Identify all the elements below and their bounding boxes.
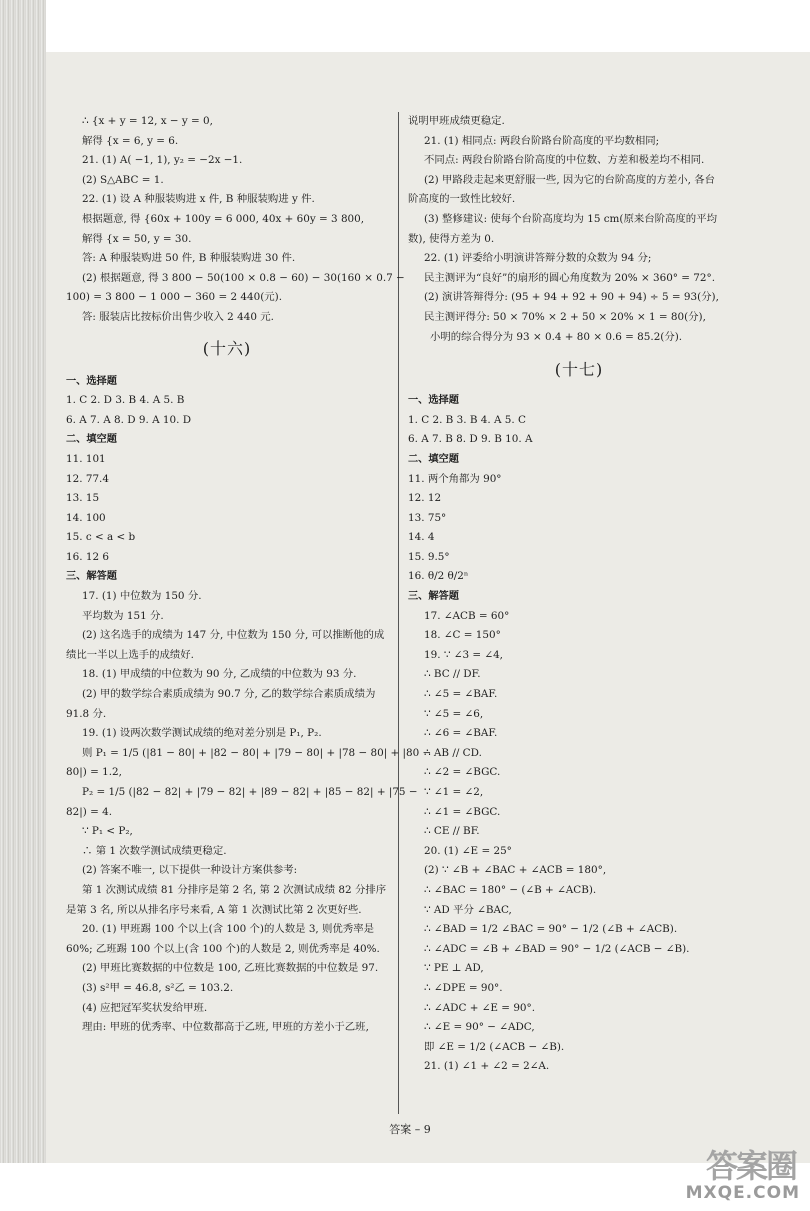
answer-line: ∴ ∠1 = ∠BGC. [424, 805, 501, 818]
answer-line: 17. (1) 中位数为 150 分. [82, 590, 202, 603]
answer-line: ∴ ∠E = 90° − ∠ADC, [424, 1021, 535, 1034]
answer-line: (2) 甲路段走起来更舒服一些, 因为它的台阶高度的方差小, 各台 [424, 173, 715, 186]
answer-line: 13. 75° [408, 511, 447, 524]
right-column [408, 112, 750, 1077]
answer-line: 14. 4 [408, 531, 435, 544]
answer-line: ∵ ∠5 = ∠6, [424, 707, 484, 720]
answer-line: 19. (1) 设两次数学测试成绩的绝对差分别是 P₁, P₂. [82, 727, 322, 740]
answer-line: (3) s²甲 = 46.8, s²乙 = 103.2. [82, 981, 234, 994]
answer-line: ∴ CE // BF. [424, 825, 480, 838]
answer-line: 17. ∠ACB = 60° [424, 609, 510, 622]
answer-line: 解得 {x = 50, y = 30. [82, 232, 192, 245]
answer-line: 12. 77.4 [66, 472, 109, 485]
answer-line: 民主测评为“良好”的扇形的圆心角度数为 20% × 360° = 72°. [424, 271, 716, 284]
answer-line: (2) 这名选手的成绩为 147 分, 中位数为 150 分, 可以推断他的成 [82, 629, 385, 642]
answer-line: 11. 101 [66, 452, 106, 465]
answer-line: 1. C 2. B 3. B 4. A 5. C [408, 413, 526, 426]
answer-line: ∵ PE ⊥ AD, [424, 962, 484, 975]
answer-line: 第 1 次测试成绩 81 分排序是第 2 名, 第 2 次测试成绩 82 分排序 [82, 883, 387, 896]
answer-line: 80|) = 1.2, [66, 766, 122, 779]
section-title: (十七) [554, 360, 604, 380]
answer-line: ∴ ∠ADC + ∠E = 90°. [424, 1001, 536, 1014]
answer-line: ∵ P₁ < P₂, [82, 825, 133, 838]
answer-line: 即 ∠E = 1/2 (∠ACB − ∠B). [424, 1040, 565, 1053]
answer-line: (2) S△ABC = 1. [82, 173, 164, 186]
top-margin [0, 0, 810, 52]
answer-line: 答: 服装店比按标价出售少收入 2 440 元. [82, 310, 274, 323]
answer-line: 18. (1) 甲成绩的中位数为 90 分, 乙成绩的中位数为 93 分. [82, 668, 357, 681]
book-spine [0, 0, 46, 1211]
answer-line: (2) 甲的数学综合素质成绩为 90.7 分, 乙的数学综合素质成绩为 [82, 688, 376, 701]
section-heading: 二、填空题 [408, 453, 459, 465]
answer-line: 根据题意, 得 {60x + 100y = 6 000, 40x + 60y = 3 800, [82, 212, 365, 225]
answer-line: 22. (1) 评委给小明演讲答辩分数的众数为 94 分; [424, 252, 652, 265]
answer-line: 数), 使得方差为 0. [408, 232, 495, 245]
section-heading: 三、解答题 [66, 571, 117, 583]
answer-line: ∴ ∠BAC = 180° − (∠B + ∠ACB). [424, 883, 597, 896]
answer-line: 20. (1) ∠E = 25° [424, 844, 512, 857]
answer-line: ∴ 第 1 次数学测试成绩更稳定. [82, 844, 227, 857]
answer-line: 14. 100 [66, 511, 106, 524]
answer-line: 82|) = 4. [66, 805, 113, 818]
answer-line: 11. 两个角都为 90° [408, 472, 502, 485]
answer-line: 绩比一半以上选手的成绩好. [66, 648, 194, 661]
answer-line: (2) 根据题意, 得 3 800 − 50(100 × 0.8 − 60) − 30(160 × 0.7 − [82, 271, 405, 284]
answer-line: 12. 12 [408, 492, 442, 505]
answer-line: ∴ ∠DPE = 90°. [424, 981, 503, 994]
answer-line: 1. C 2. D 3. B 4. A 5. B [66, 394, 185, 407]
answer-line: 13. 15 [66, 492, 100, 505]
watermark-url: MXQE.COM [685, 1183, 800, 1203]
answer-line: 15. c < a < b [66, 531, 136, 544]
answer-line: 民主测评得分: 50 × 70% × 2 + 50 × 20% × 1 = 80(分), [424, 310, 706, 323]
answer-line: 21. (1) 相同点: 两段台阶路台阶高度的平均数相同; [424, 134, 660, 147]
column-divider [398, 112, 399, 1114]
answer-line: 不同点: 两段台阶路台阶高度的中位数、方差和极差均不相同. [424, 154, 705, 167]
answer-line: ∴ ∠BAD = 1/2 ∠BAC = 90° − 1/2 (∠B + ∠ACB). [424, 923, 678, 936]
answer-line: (3) 整修建议: 使每个台阶高度均为 15 cm(原来台阶高度的平均 [424, 212, 717, 225]
watermark-logo: 答案圈 [705, 1147, 796, 1185]
answer-line: (2) 演讲答辩得分: (95 + 94 + 92 + 90 + 94) ÷ 5 = 93(分), [424, 291, 719, 304]
answer-line: 22. (1) 设 A 种服装购进 x 件, B 种服装购进 y 件. [82, 193, 315, 206]
section-heading: 二、填空题 [66, 434, 117, 446]
section-heading: 一、选择题 [66, 375, 117, 387]
page-number: 答案 – 9 [389, 1123, 431, 1136]
answer-line: (2) 甲班比赛数据的中位数是 100, 乙班比赛数据的中位数是 97. [82, 962, 379, 975]
answer-line: 阶高度的一致性比较好. [408, 193, 516, 206]
answer-line: 100) = 3 800 − 1 000 − 360 = 2 440(元). [66, 291, 283, 304]
answer-line: ∴ ∠2 = ∠BGC. [424, 766, 501, 779]
answer-line: ∵ AD 平分 ∠BAC, [424, 903, 512, 916]
answer-line: 16. θ/2 θ/2ⁿ [408, 570, 469, 583]
answer-line: ∴ ∠ADC = ∠B + ∠BAD = 90° − 1/2 (∠ACB − ∠B). [424, 942, 690, 955]
answer-line: 20. (1) 甲班踢 100 个以上(含 100 个)的人数是 3, 则优秀率是 [82, 923, 374, 936]
answer-line: 19. ∵ ∠3 = ∠4, [424, 648, 503, 661]
answer-line: (2) 答案不唯一, 以下提供一种设计方案供参考: [82, 864, 298, 877]
answer-line: ∴ BC // DF. [424, 668, 481, 681]
answer-line: 答: A 种服装购进 50 件, B 种服装购进 30 件. [82, 252, 296, 265]
answer-line: 91.8 分. [66, 707, 107, 720]
answer-line: ∴ AB // CD. [424, 746, 482, 759]
section-heading: 一、选择题 [408, 395, 459, 407]
section-title: (十六) [202, 338, 252, 358]
answer-line: 小明的综合得分为 93 × 0.4 + 80 × 0.6 = 85.2(分). [430, 330, 683, 343]
answer-line: 解得 {x = 6, y = 6. [82, 134, 179, 147]
answer-line: ∵ ∠1 = ∠2, [424, 786, 484, 798]
answer-line: 21. (1) ∠1 + ∠2 = 2∠A. [424, 1060, 550, 1073]
answer-line: P₂ = 1/5 (|82 − 82| + |79 − 82| + |89 − 82| + |85 − 82| + |75 − [82, 786, 418, 798]
answer-line: 理由: 甲班的优秀率、中位数都高于乙班, 甲班的方差小于乙班, [82, 1021, 369, 1034]
answer-line: 说明甲班成绩更稳定. [408, 115, 505, 127]
answer-line: ∴ ∠5 = ∠BAF. [424, 688, 498, 701]
answer-line: 21. (1) A( −1, 1), y₂ = −2x −1. [82, 154, 243, 167]
answer-line: (2) ∵ ∠B + ∠BAC + ∠ACB = 180°, [424, 864, 607, 877]
answer-line: (4) 应把冠军奖状发给甲班. [82, 1001, 208, 1014]
answer-line: 6. A 7. A 8. D 9. A 10. D [66, 413, 192, 426]
answer-line: 15. 9.5° [408, 550, 450, 563]
answer-line: 平均数为 151 分. [82, 609, 164, 622]
answer-line: 是第 3 名, 所以从排名序号来看, A 第 1 次测试比第 2 次更好些. [66, 903, 362, 916]
answer-line: 60%; 乙班踢 100 个以上(含 100 个)的人数是 2, 则优秀率是 40%. [66, 942, 380, 955]
answer-line: 6. A 7. B 8. D 9. B 10. A [408, 433, 533, 446]
answer-line: ∴ ∠6 = ∠BAF. [424, 727, 498, 740]
answer-line: 16. 12 6 [66, 550, 109, 563]
answer-line: 则 P₁ = 1/5 (|81 − 80| + |82 − 80| + |79 − 80| + |78 − 80| + |80 − [82, 746, 432, 759]
answer-line: 18. ∠C = 150° [424, 629, 501, 642]
section-heading: 三、解答题 [408, 591, 459, 603]
answer-line: ∴ {x + y = 12, x − y = 0, [82, 115, 213, 127]
